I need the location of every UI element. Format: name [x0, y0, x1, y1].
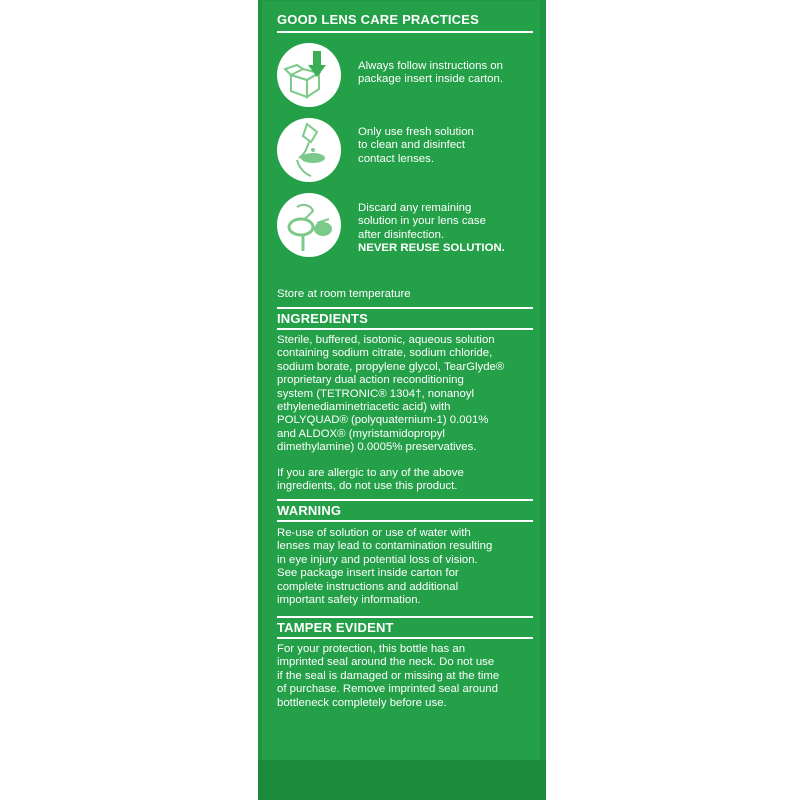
lens-case-discard-icon — [277, 193, 341, 257]
allergy-note: If you are allergic to any of the above ingredients, do not use this product. — [277, 467, 464, 493]
tamper-text: For your protection, this bottle has an imprinted seal around the neck. Do not use if the seal is damaged or missing at the time of purchase. Remove imprinted seal around bottleneck completely before use. — [277, 643, 500, 709]
practices-heading: GOOD LENS CARE PRACTICES — [277, 12, 479, 27]
practices-rule — [277, 31, 533, 33]
panel-right-edge — [540, 0, 546, 800]
tamper-rule — [277, 637, 533, 639]
panel-left-edge — [258, 0, 262, 800]
storage-note: Store at room temperature — [277, 288, 411, 300]
warning-text: Re-use of solution or use of water with lenses may lead to contamination resulting in eye injury and potential loss of vision. See package insert inside carton for complete instructions and additional important safety information. — [277, 527, 493, 607]
carton-arrow-icon — [277, 43, 341, 107]
practice-1-text: Always follow instructions on package insert inside carton. — [358, 60, 503, 86]
tamper-rule-top — [277, 616, 533, 618]
ingredients-rule-top — [277, 307, 533, 309]
warning-rule-top — [277, 499, 533, 501]
warning-heading: WARNING — [277, 503, 342, 518]
practice-2-text: Only use fresh solution to clean and disinfect contact lenses. — [358, 126, 474, 165]
never-reuse-emphasis: NEVER REUSE SOLUTION. — [358, 242, 505, 255]
solution-bottle-icon — [277, 118, 341, 182]
ingredients-rule — [277, 328, 533, 330]
panel-bottom-shade — [258, 760, 546, 800]
ingredients-text: Sterile, buffered, isotonic, aqueous solution containing sodium citrate, sodium chloride, sodium borate, propylene glycol, TearGlyde® proprietary dual action reconditioning system (TETRONIC® 1304†, nonanoyl ethylenediaminetriacetic acid) with POLYQUAD® (polyquaternium-1) 0.001% and ALDOX® (myristamidopropyl dimethylamine) 0.0005% preservatives. — [277, 334, 505, 454]
practice-3-text: Discard any remaining solution in your lens case after disinfection. NEVER REUSE SOLUTION. — [358, 202, 505, 255]
warning-rule — [277, 520, 533, 522]
tamper-heading: TAMPER EVIDENT — [277, 620, 394, 635]
ingredients-heading: INGREDIENTS — [277, 311, 369, 326]
